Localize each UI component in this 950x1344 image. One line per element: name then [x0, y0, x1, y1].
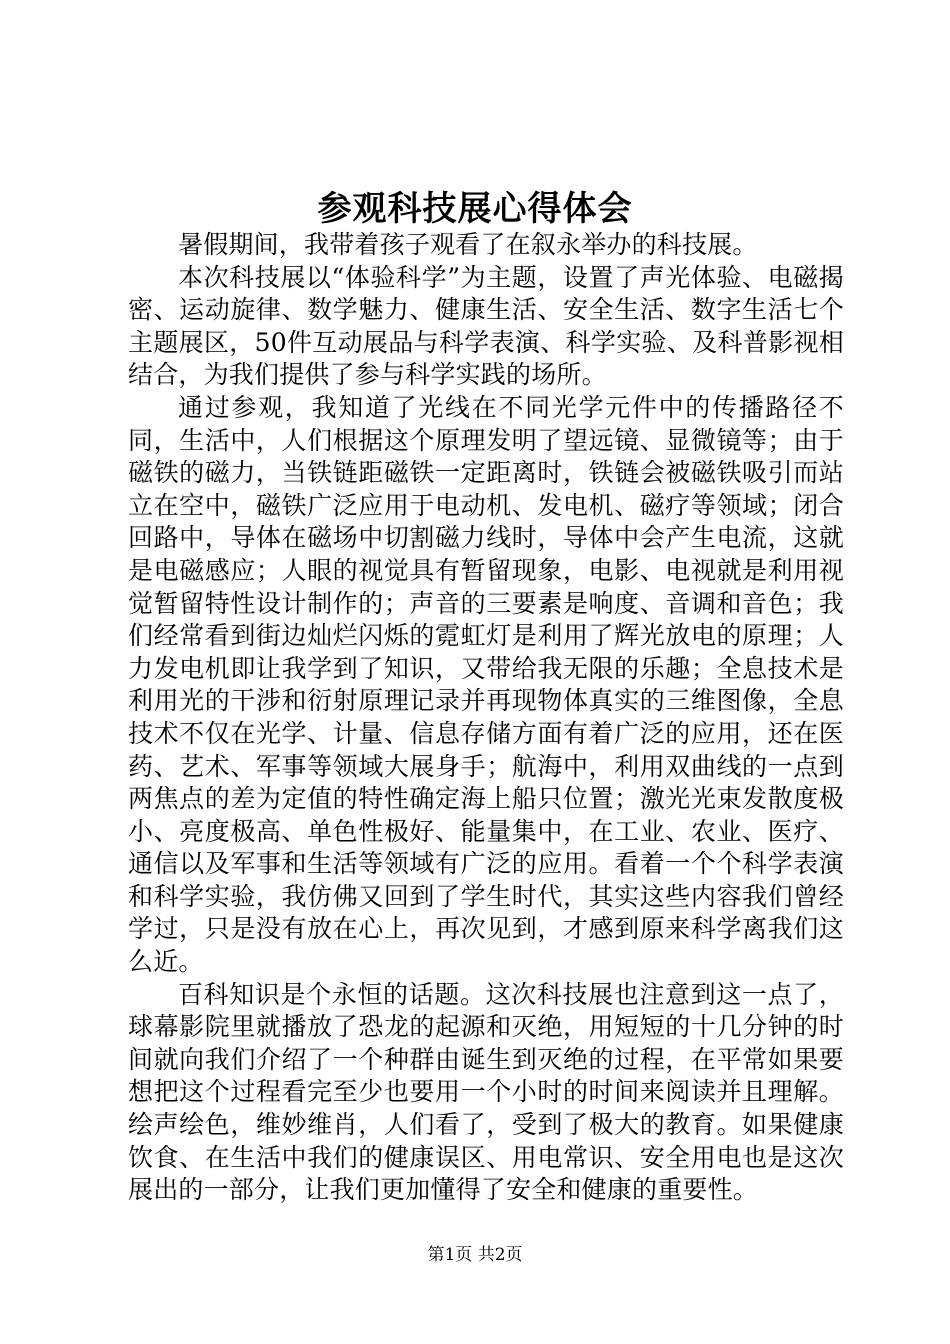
paragraph-4: 百科知识是个永恒的话题。这次科技展也注意到这一点了，球幕影院里就播放了恐龙的起源和灭绝，用短短的十几分钟的时间就向我们介绍了一个种群由诞生到灭绝的过程，在平常如果要想把这个过程看完至少也要用一个小时的时间来阅读并且理解。绘声绘色，维妙维肖，人们看了，受到了极大的教育。如果健康饮食、在生活中我们的健康误区、用电常识、安全用电也是这次展出的一部分，让我们更加懂得了安全和健康的重要性。	[128, 979, 844, 1205]
document-body	[128, 229, 844, 1207]
paragraph-2: 本次科技展以“体验科学”为主题，设置了声光体验、电磁揭密、运动旋律、数学魅力、健康生活、安全生活、数字生活七个主题展区，50件互动展品与科学表演、科学实验、及科普影视相结合，为我们提供了参与科学实践的场所。	[128, 262, 844, 390]
document-title: 参观科技展心得体会	[317, 189, 633, 229]
page-footer: 第1页 共2页	[427, 1245, 523, 1265]
paragraph-3: 通过参观，我知道了光线在不同光学元件中的传播路径不同，生活中，人们根据这个原理发明了望远镜、显微镜等；由于磁铁的磁力，当铁链距磁铁一定距离时，铁链会被磁铁吸引而站立在空中，磁铁广泛应用于电动机、发电机、磁疗等领域；闭合回路中，导体在磁场中切割磁力线时，导体中会产生电流，这就是电磁感应；人眼的视觉具有暂留现象，电影、电视就是利用视觉暂留特性设计制作的；声音的三要素是响度、音调和音色；我们经常看到街边灿烂闪烁的霓虹灯是利用了辉光放电的原理；人力发电机即让我学到了知识，又带给我无限的乐趣；全息技术是利用光的干涉和衍射原理记录并再现物体真实的三维图像，全息技术不仅在光学、计量、信息存储方面有着广泛的应用，还在医药、艺术、军事等领域大展身手；航海中，利用双曲线的一点到两焦点的差为定值的特性确定海上船只位置；激光光束发散度极小、亮度极高、单色性极好、能量集中，在工业、农业、医疗、通信以及军事和生活等领域有广泛的应用。看着一个个科学表演和科学实验，我仿佛又回到了学生时代，其实这些内容我们曾经学过，只是没有放在心上，再次见到，才感到原来科学离我们这么近。	[128, 392, 844, 977]
paragraph-1: 暑假期间，我带着孩子观看了在叙永举办的科技展。	[178, 230, 758, 259]
